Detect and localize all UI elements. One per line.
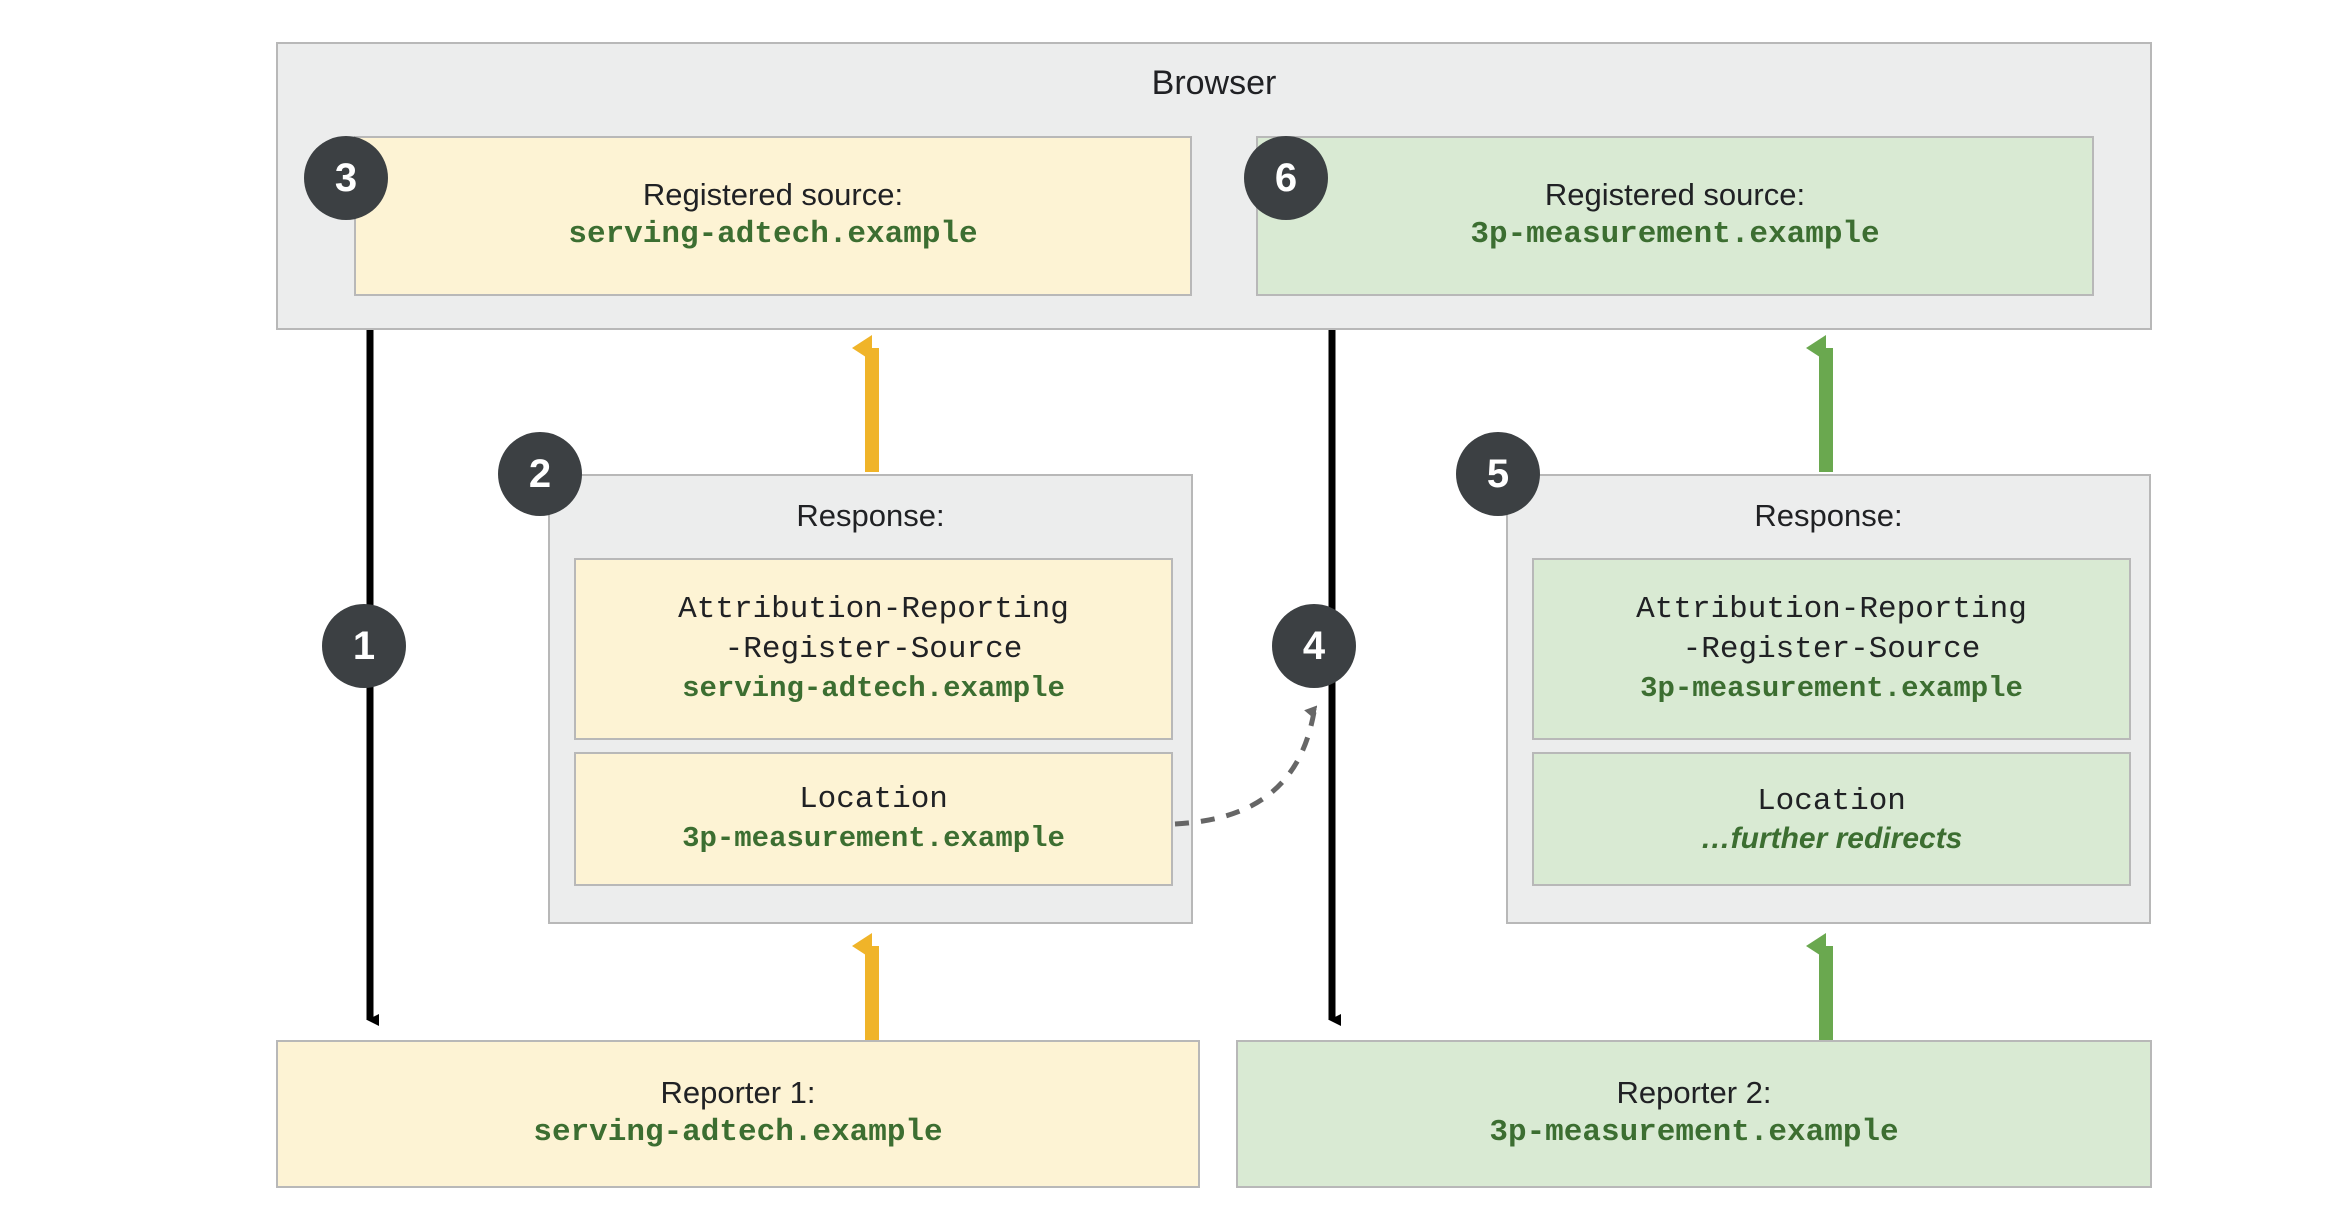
reporter-label-1: Reporter 1: (660, 1075, 816, 1111)
reporter-value-2: 3p-measurement.example (1489, 1115, 1899, 1151)
registered-source-value-1: serving-adtech.example (568, 217, 978, 253)
registered-source-card-1 (354, 136, 1192, 296)
location-header-name-1: Location (799, 782, 948, 817)
register-source-header-name-line1-2: Attribution-Reporting (1636, 591, 2027, 627)
register-source-header-name-line1-1: Attribution-Reporting (678, 591, 1069, 627)
step-badge-1: 1 (322, 604, 406, 688)
step-badge-4: 4 (1272, 604, 1356, 688)
step-badge-2: 2 (498, 432, 582, 516)
registered-source-card-2 (1256, 136, 2094, 296)
location-header-value-1: 3p-measurement.example (682, 822, 1065, 856)
response-title-2: Response: (1754, 498, 1903, 533)
registered-source-value-2: 3p-measurement.example (1470, 217, 1880, 253)
register-source-header-value-2: 3p-measurement.example (1640, 672, 2023, 706)
reporter-label-2: Reporter 2: (1616, 1075, 1772, 1111)
response-panel-2 (1506, 474, 2151, 924)
registered-source-label-1: Registered source: (642, 177, 904, 213)
register-source-header-box-1 (574, 558, 1173, 740)
step-badge-5: 5 (1456, 432, 1540, 516)
register-source-header-value-1: serving-adtech.example (682, 672, 1065, 706)
reporter-card-1 (276, 1040, 1200, 1188)
reporter-card-2 (1236, 1040, 2152, 1188)
arrow-redirect-dashed (1175, 712, 1314, 824)
step-badge-6: 6 (1244, 136, 1328, 220)
location-header-name-2: Location (1757, 783, 1906, 819)
response-panel-1 (548, 474, 1193, 924)
registered-source-label-2: Registered source: (1544, 177, 1806, 213)
register-source-header-name-line2-1: -Register-Source (724, 632, 1023, 668)
reporter-value-1: serving-adtech.example (533, 1115, 943, 1151)
location-header-box-1 (574, 752, 1173, 886)
register-source-header-box-2 (1532, 558, 2131, 740)
step-badge-3: 3 (304, 136, 388, 220)
browser-title: Browser (1151, 64, 1277, 102)
register-source-header-name-line2-2: -Register-Source (1682, 632, 1981, 668)
response-title-1: Response: (796, 498, 945, 533)
location-header-value-2: …further redirects (1700, 822, 1963, 856)
location-header-box-2 (1532, 752, 2131, 886)
